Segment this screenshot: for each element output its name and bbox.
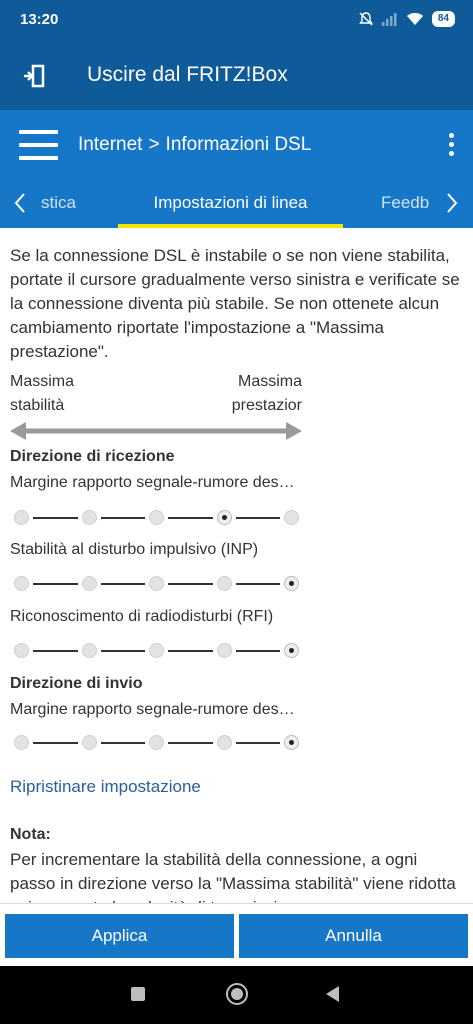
slider-step[interactable]	[82, 735, 97, 750]
slider-step-selected[interactable]	[284, 643, 299, 658]
slider-track-segment	[168, 742, 213, 744]
slider-step[interactable]	[149, 735, 164, 750]
slider-track-segment	[33, 583, 78, 585]
send-snr-slider[interactable]	[14, 735, 302, 751]
slider-track-segment	[168, 583, 213, 585]
breadcrumb-separator-icon: >	[148, 134, 160, 155]
tab-statistica[interactable]: stica	[41, 193, 76, 212]
status-time: 13:20	[20, 11, 59, 28]
double-arrow-icon	[10, 421, 302, 441]
slider-step[interactable]	[284, 510, 299, 525]
slider-track-segment	[33, 742, 78, 744]
slider-track-segment	[101, 583, 145, 585]
scale-left-line2: stabilità	[10, 397, 65, 414]
receive-rfi-label: Riconoscimento di radiodisturbi (RFI)	[10, 608, 274, 625]
slider-step[interactable]	[82, 643, 97, 658]
receive-section-title: Direzione di ricezione	[10, 448, 175, 465]
app-bar	[0, 40, 473, 110]
logout-icon[interactable]	[22, 64, 46, 88]
chevron-left-icon[interactable]	[14, 192, 26, 219]
slider-step[interactable]	[14, 643, 29, 658]
main-content	[0, 228, 473, 912]
wifi-icon	[406, 12, 424, 26]
home-icon[interactable]	[226, 983, 248, 1005]
scale-right-line1: Massima	[237, 373, 302, 390]
slider-step[interactable]	[82, 576, 97, 591]
slider-track-segment	[236, 517, 280, 519]
slider-step-selected[interactable]	[284, 576, 299, 591]
slider-track-segment	[101, 650, 145, 652]
recent-apps-icon[interactable]	[131, 987, 145, 1001]
intro-text: Se la connessione DSL è instabile o se non viene stabilita, portate il cursore gradualmente verso sinistra e verificate se la connessione diventa più stabile. Se non ottenete alcun cambiamento riportate l'impostazione a "Massima prestazione".	[10, 246, 460, 361]
slider-step[interactable]	[82, 510, 97, 525]
slider-step-selected[interactable]	[284, 735, 299, 750]
scale-right-label	[220, 370, 302, 418]
send-section-title: Direzione di invio	[10, 675, 143, 692]
slider-step[interactable]	[149, 643, 164, 658]
note-text: Per incrementare la stabilità della connessione, a ogni passo in direzione verso la "Massima stabilità" viene ridotta	[10, 850, 456, 893]
send-snr-label: Margine rapporto segnale-rumore des…	[10, 701, 295, 718]
note-title: Nota:	[10, 826, 51, 843]
back-icon[interactable]	[326, 986, 339, 1002]
slider-step[interactable]	[217, 735, 232, 750]
nav-bar	[0, 110, 473, 182]
chevron-right-icon[interactable]	[446, 192, 458, 219]
cancel-button[interactable]: Annulla	[239, 914, 468, 958]
signal-icon	[382, 12, 398, 26]
tab-impostazioni-di-linea[interactable]: Impostazioni di linea	[118, 193, 343, 228]
bell-muted-icon	[358, 11, 374, 27]
receive-snr-slider[interactable]	[14, 510, 302, 526]
receive-snr-label: Margine rapporto segnale-rumore des…	[10, 474, 295, 491]
slider-step[interactable]	[217, 576, 232, 591]
breadcrumb-current: Informazioni DSL	[165, 134, 312, 155]
slider-track-segment	[101, 742, 145, 744]
scale-left-label	[10, 370, 74, 418]
tab-bar	[0, 182, 473, 228]
tab-feedback[interactable]: Feedb	[381, 193, 430, 212]
slider-step[interactable]	[14, 510, 29, 525]
slider-step[interactable]	[217, 643, 232, 658]
action-bar	[0, 903, 473, 966]
slider-step[interactable]	[14, 576, 29, 591]
system-navigation-bar	[0, 966, 473, 1024]
slider-track-segment	[168, 650, 213, 652]
slider-track-segment	[33, 517, 78, 519]
receive-inp-label: Stabilità al disturbo impulsivo (INP)	[10, 541, 259, 558]
scale-right-line2: prestazior	[231, 397, 302, 414]
receive-rfi-slider[interactable]	[14, 643, 302, 659]
slider-step[interactable]	[149, 510, 164, 525]
slider-track-segment	[101, 517, 145, 519]
slider-step[interactable]	[149, 576, 164, 591]
slider-step-selected[interactable]	[217, 510, 232, 525]
breadcrumb-parent[interactable]: Internet	[78, 134, 143, 155]
slider-track-segment	[236, 742, 280, 744]
slider-track-segment	[168, 517, 213, 519]
slider-track-segment	[236, 650, 280, 652]
more-options-icon[interactable]	[449, 133, 455, 157]
scale-left-line1: Massima	[10, 373, 75, 390]
slider-track-segment	[33, 650, 78, 652]
status-bar	[0, 0, 473, 40]
breadcrumb	[78, 134, 311, 156]
slider-step[interactable]	[14, 735, 29, 750]
app-title: Uscire dal FRITZ!Box	[87, 63, 288, 86]
receive-inp-slider[interactable]	[14, 576, 302, 592]
battery-badge: 84	[432, 11, 455, 27]
reset-settings-link[interactable]: Ripristinare impostazione	[10, 777, 201, 796]
apply-button[interactable]: Applica	[5, 914, 234, 958]
slider-track-segment	[236, 583, 280, 585]
hamburger-menu-icon[interactable]	[19, 130, 58, 160]
status-icons	[358, 9, 455, 29]
